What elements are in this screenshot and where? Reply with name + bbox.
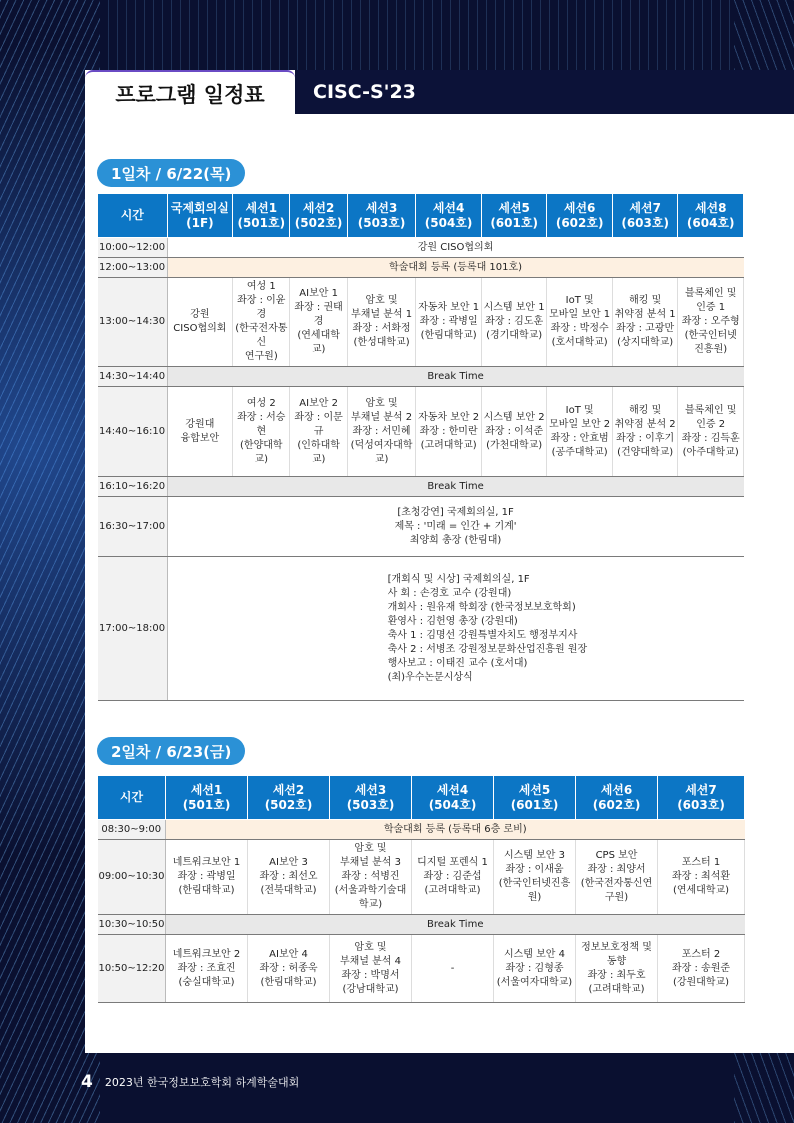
session-cell: 시스템 보안 1 좌장 : 김도훈 (경기대학교) — [481, 278, 547, 367]
table-row — [98, 238, 744, 258]
day1-header-0: 시간 — [98, 194, 168, 238]
day2-header-3: 세션3 (503호) — [330, 776, 412, 820]
break-time-cell: Break Time — [167, 477, 743, 497]
table-row — [98, 935, 745, 1003]
table-row — [98, 915, 745, 935]
page-footer — [81, 1062, 794, 1102]
session-cell: 디지털 포렌식 1 좌장 : 김준섭 (고려대학교) — [412, 840, 494, 915]
day1-header-7: 세션6 (602호) — [547, 194, 613, 238]
session-cell: 해킹 및 취약점 분석 1 좌장 : 고광만 (상지대학교) — [612, 278, 678, 367]
day1-badge: 1일차 / 6/22(목) — [97, 159, 245, 187]
session-cell: AI보안 3 좌장 : 최선오 (전북대학교) — [248, 840, 330, 915]
registration-cell: 학술대회 등록 (등록대 6층 로비) — [166, 820, 745, 840]
time-slot: 08:30~9:00 — [98, 820, 166, 840]
time-slot: 16:30~17:00 — [98, 497, 168, 557]
day2-header-5: 세션5 (601호) — [494, 776, 576, 820]
session-cell: 암호 및 부채널 분석 1 좌장 : 서화정 (한성대학교) — [347, 278, 416, 367]
day2-header-4: 세션4 (504호) — [412, 776, 494, 820]
time-slot: 12:00~13:00 — [98, 258, 168, 278]
day2-header-7: 세션7 (603호) — [658, 776, 745, 820]
table-row — [98, 497, 744, 557]
session-cell: 여성 1 좌장 : 이윤경 (한국전자통신 연구원) — [233, 278, 290, 367]
session-cell: 해킹 및 취약점 분석 2 좌장 : 이후기 (건양대학교) — [612, 387, 678, 477]
session-cell: IoT 및 모바일 보안 2 좌장 : 안효범 (공주대학교) — [547, 387, 613, 477]
time-slot: 16:10~16:20 — [98, 477, 168, 497]
table-row — [98, 278, 744, 367]
time-slot: 09:00~10:30 — [98, 840, 166, 915]
session-cell: 시스템 보안 2 좌장 : 이석준 (가천대학교) — [481, 387, 547, 477]
time-slot: 17:00~18:00 — [98, 557, 168, 701]
session-cell: IoT 및 모바일 보안 1 좌장 : 박정수 (호서대학교) — [547, 278, 613, 367]
time-slot: 10:00~12:00 — [98, 238, 168, 258]
day1-header-8: 세션7 (603호) — [612, 194, 678, 238]
table-row — [98, 387, 744, 477]
table-row — [98, 840, 745, 915]
session-cell: 네트워크보안 1 좌장 : 곽병일 (한림대학교) — [166, 840, 248, 915]
session-cell: CPS 보안 좌장 : 최양서 (한국전자통신연구원) — [576, 840, 658, 915]
event-cell: [개회식 및 시상] 국제회의실, 1F 사 회 : 손경호 교수 (강원대) 개회사 : 원유재 학회장 (한국정보보호학회) 환영사 : 김헌영 총장 (강원대) 축사 1 : 김명선 강원특별자치도 행정부지사 축사 2 : 서병조 강원정보문화산업진흥원 원장 행사보고 : 이태진 교수 (호서대) (최)우수논문시상식 — [167, 557, 743, 701]
day2-schedule-table — [97, 775, 745, 1003]
session-cell: 포스터 1 좌장 : 최석환 (연세대학교) — [658, 840, 745, 915]
session-cell: AI보안 4 좌장 : 허종욱 (한림대학교) — [248, 935, 330, 1003]
day2-header-1: 세션1 (501호) — [166, 776, 248, 820]
page-number: 4 — [81, 1072, 93, 1092]
conference-name: CISC-S'23 — [295, 70, 794, 114]
time-slot: 14:40~16:10 — [98, 387, 168, 477]
footer-text: 2023년 한국정보보호학회 하계학술대회 — [104, 1076, 300, 1089]
session-cell: AI보안 1 좌장 : 권태경 (연세대학교) — [290, 278, 347, 367]
day1-header-2: 세션1 (501호) — [233, 194, 290, 238]
day2-badge: 2일차 / 6/23(금) — [97, 737, 245, 765]
session-cell: - — [412, 935, 494, 1003]
session-cell: 암호 및 부채널 분석 4 좌장 : 박명서 (강남대학교) — [330, 935, 412, 1003]
session-cell: 여성 2 좌장 : 서승현 (한양대학교) — [233, 387, 290, 477]
session-cell: 시스템 보안 4 좌장 : 김형종 (서울여자대학교) — [494, 935, 576, 1003]
table-row — [98, 258, 744, 278]
session-cell: 블록체인 및 인증 1 좌장 : 오주형 (한국인터넷 진흥원) — [678, 278, 744, 367]
time-slot: 10:50~12:20 — [98, 935, 166, 1003]
session-cell: 암호 및 부채널 분석 3 좌장 : 석병진 (서울과학기술대학교) — [330, 840, 412, 915]
time-slot: 10:30~10:50 — [98, 915, 166, 935]
break-time-cell: Break Time — [166, 915, 745, 935]
time-slot: 14:30~14:40 — [98, 367, 168, 387]
table-row — [98, 477, 744, 497]
day2-header-2: 세션2 (502호) — [248, 776, 330, 820]
session-cell: 강원대 융합보안 — [167, 387, 233, 477]
table-row — [98, 557, 744, 701]
session-cell: 자동차 보안 2 좌장 : 한미란 (고려대학교) — [416, 387, 482, 477]
day1-header-9: 세션8 (604호) — [678, 194, 744, 238]
break-time-cell: Break Time — [167, 367, 743, 387]
page-title: 프로그램 일정표 — [85, 70, 295, 116]
session-cell: 정보보호정책 및 동향 좌장 : 최두호 (고려대학교) — [576, 935, 658, 1003]
day1-header-5: 세션4 (504호) — [416, 194, 482, 238]
day2-header-0: 시간 — [98, 776, 166, 820]
table-row — [98, 367, 744, 387]
day2-header-6: 세션6 (602호) — [576, 776, 658, 820]
event-cell: [초청강연] 국제회의실, 1F 제목 : '미래 = 인간 + 기계' 최양희 총장 (한림대) — [167, 497, 743, 557]
background-top — [0, 0, 794, 70]
day1-header-3: 세션2 (502호) — [290, 194, 347, 238]
day1-header-1: 국제회의실 (1F) — [167, 194, 233, 238]
session-cell: 네트워크보안 2 좌장 : 조효진 (숭실대학교) — [166, 935, 248, 1003]
session-cell: 자동차 보안 1 좌장 : 곽병일 (한림대학교) — [416, 278, 482, 367]
day1-schedule-table — [97, 193, 744, 701]
session-cell: 시스템 보안 3 좌장 : 이새움 (한국인터넷진흥원) — [494, 840, 576, 915]
event-cell: 강원 CISO협의회 — [167, 238, 743, 258]
session-cell: 블록체인 및 인증 2 좌장 : 김득훈 (아주대학교) — [678, 387, 744, 477]
time-slot: 13:00~14:30 — [98, 278, 168, 367]
session-cell: 암호 및 부채널 분석 2 좌장 : 서민혜 (덕성여자대학교) — [347, 387, 416, 477]
day1-header-6: 세션5 (601호) — [481, 194, 547, 238]
session-cell: AI보안 2 좌장 : 이문규 (인하대학교) — [290, 387, 347, 477]
session-cell: 강원 CISO협의회 — [167, 278, 233, 367]
day1-header-4: 세션3 (503호) — [347, 194, 416, 238]
registration-cell: 학술대회 등록 (등록대 101호) — [167, 258, 743, 278]
session-cell: 포스터 2 좌장 : 송원준 (강원대학교) — [658, 935, 745, 1003]
table-row — [98, 820, 745, 840]
